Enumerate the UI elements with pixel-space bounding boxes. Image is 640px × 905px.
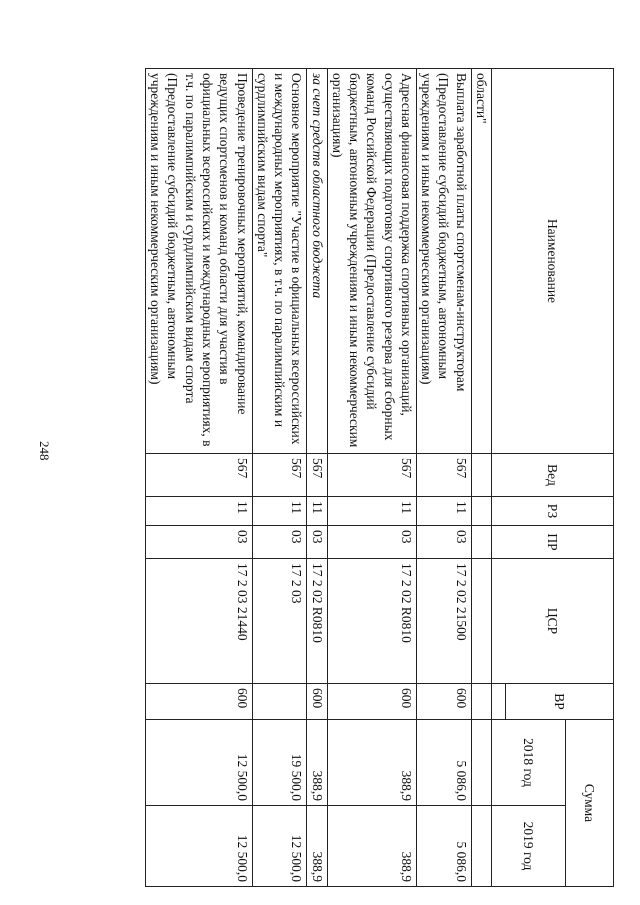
budget-table-rotated — [144, 68, 614, 886]
row-ved: 567 — [416, 454, 471, 497]
row-rz: 11 — [327, 497, 416, 526]
header-vr-spacer — [492, 684, 506, 720]
row-csr: 17 2 02 21500 — [416, 559, 471, 684]
row-pr — [471, 526, 491, 559]
table-row — [145, 69, 252, 887]
row-csr: 17 2 02 R0810 — [327, 559, 416, 684]
row-rz — [471, 497, 491, 526]
row-vr — [471, 684, 491, 720]
row-pr: 03 — [252, 526, 307, 559]
row-name: Проведение тренировочных мероприятий, командирование ведущих спортсменов и команд области для участия в официальных всероссийских и международных мероприятиях, в т.ч. по паралимпийским и сурдлимпийским видам спорта (Предоставление субсидий бюджетным, автономным учреждениям и иным некоммерческим организациям) — [145, 69, 252, 454]
row-ved: 567 — [252, 454, 307, 497]
row-sum-2018: 5 086,0 — [416, 720, 471, 806]
table-row — [416, 69, 471, 887]
row-vr: 600 — [145, 684, 252, 720]
row-pr: 03 — [416, 526, 471, 559]
table-row — [307, 69, 327, 887]
row-sum-2018: 19 500,0 — [252, 720, 307, 806]
header-year-2019: 2019 год — [492, 806, 566, 887]
row-sum-2019: 388,9 — [327, 806, 416, 887]
header-rz: РЗ — [492, 497, 614, 526]
row-vr — [252, 684, 307, 720]
row-sum-2019: 12 500,0 — [145, 806, 252, 887]
row-rz: 11 — [307, 497, 327, 526]
header-vr: ВР — [506, 684, 614, 720]
row-ved: 567 — [327, 454, 416, 497]
row-sum-2019: 388,9 — [307, 806, 327, 887]
row-pr: 03 — [307, 526, 327, 559]
budget-table — [145, 68, 614, 887]
row-name: за счет средств областного бюджета — [307, 69, 327, 454]
row-sum-2019 — [471, 806, 491, 887]
row-pr: 03 — [327, 526, 416, 559]
row-vr: 600 — [416, 684, 471, 720]
row-pr: 03 — [145, 526, 252, 559]
row-vr: 600 — [327, 684, 416, 720]
header-year-2018: 2018 год — [492, 720, 566, 806]
row-sum-2018: 388,9 — [307, 720, 327, 806]
row-sum-2018: 388,9 — [327, 720, 416, 806]
row-csr — [471, 559, 491, 684]
header-name: Наименование — [492, 69, 614, 454]
row-ved: 567 — [145, 454, 252, 497]
row-rz: 11 — [145, 497, 252, 526]
header-pr: ПР — [492, 526, 614, 559]
row-name: Адресная финансовая поддержка спортивных организаций, осуществляющих подготовку спортивного резерва для сборных команд Российской Федерации (Предоставление субсидий бюджетным, автономным учреждениям и иным некоммерческим организациям) — [327, 69, 416, 454]
row-name: области" — [471, 69, 491, 454]
header-sum: Сумма — [566, 720, 614, 887]
row-sum-2019: 5 086,0 — [416, 806, 471, 887]
header-csr: ЦСР — [492, 559, 614, 684]
page-number: 248 — [37, 441, 52, 461]
row-sum-2018 — [471, 720, 491, 806]
header-ved: Вед — [492, 454, 614, 497]
row-sum-2018: 12 500,0 — [145, 720, 252, 806]
row-csr: 17 2 03 21440 — [145, 559, 252, 684]
row-ved: 567 — [307, 454, 327, 497]
row-ved — [471, 454, 491, 497]
table-row — [327, 69, 416, 887]
row-name: Основное мероприятие "Участие в официальных всероссийских и международных мероприятиях, в т.ч. по паралимпийским и сурдлимпийским видам спорта" — [252, 69, 307, 454]
row-rz: 11 — [252, 497, 307, 526]
row-name: Выплата заработной платы спортсменам-инструкторам (Предоставление субсидий бюджетным, автономным учреждениям и иным некоммерческим организациям) — [416, 69, 471, 454]
row-csr: 17 2 03 — [252, 559, 307, 684]
table-body — [145, 69, 491, 887]
row-rz: 11 — [416, 497, 471, 526]
table-row — [471, 69, 491, 887]
row-vr: 600 — [307, 684, 327, 720]
table-row — [252, 69, 307, 887]
row-csr: 17 2 02 R0810 — [307, 559, 327, 684]
row-sum-2019: 12 500,0 — [252, 806, 307, 887]
